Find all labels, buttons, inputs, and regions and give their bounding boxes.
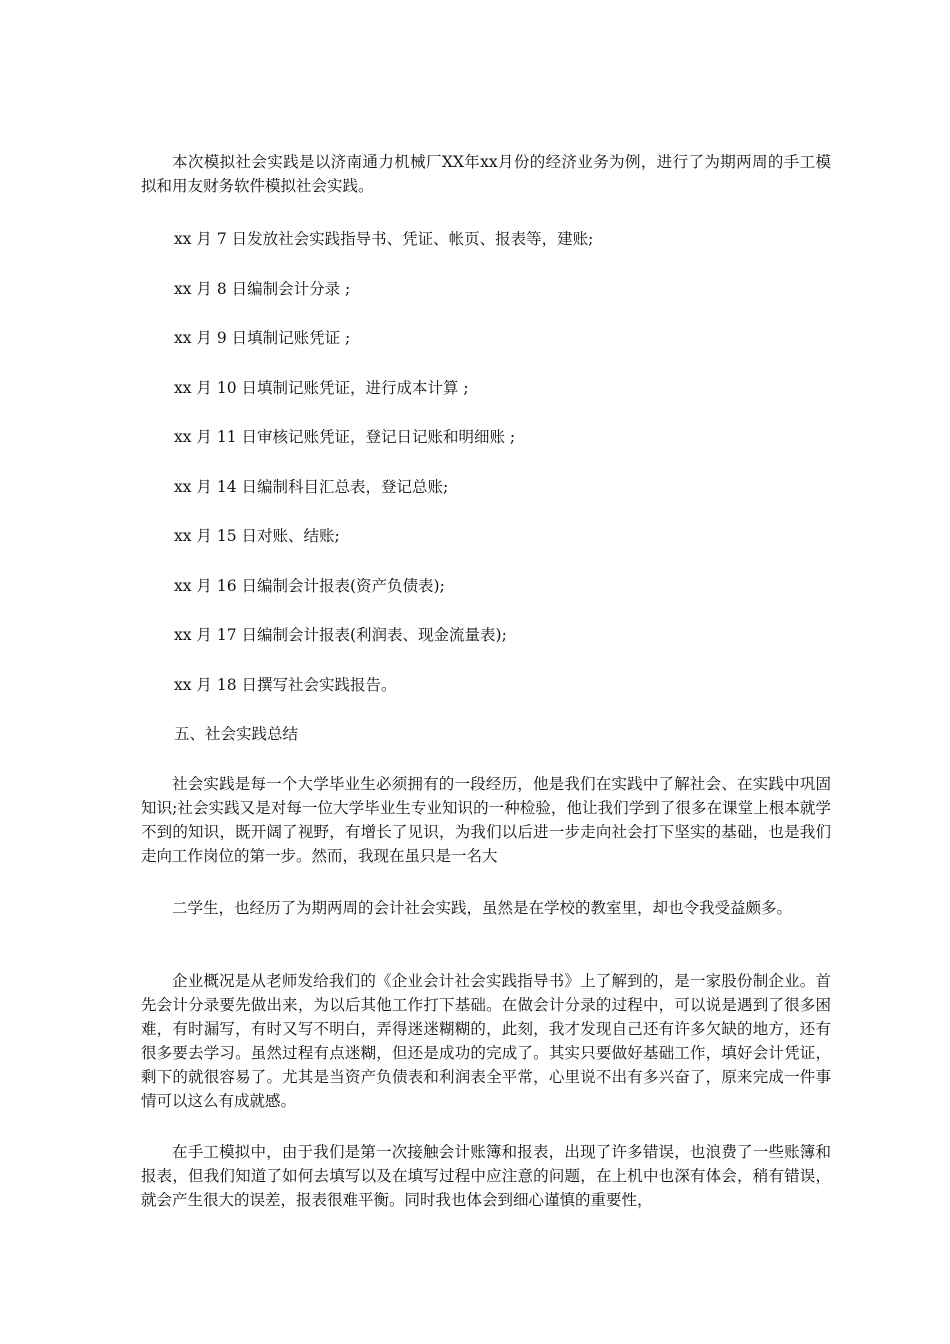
schedule-item: xx 月 10 日填制记账凭证，进行成本计算 ; [174,379,469,397]
section-heading: 五、社会实践总结 [174,725,299,743]
intro-paragraph: 本次模拟社会实践是以济南通力机械厂XX年xx月份的经济业务为例，进行了为期两周的手工模拟和用友财务软件模拟社会实践。 [141,153,831,195]
summary-paragraph: 企业概况是从老师发给我们的《企业会计社会实践指导书》上了解到的，是一家股份制企业。首先会计分录要先做出来，为以后其他工作打下基础。在做会计分录的过程中，可以说是遇到了很多困难，有时漏写，有时又写不明白，弄得迷迷糊糊的，此刻，我才发现自己还有许多欠缺的地方，还有很多要去学习。虽然过程有点迷糊，但还是成功的完成了。其实只要做好基础工作，填好会计凭证，剩下的就很容易了。尤其是当资产负债表和利润表全平常，心里说不出有多兴奋了，原来完成一件事情可以这么有成就感。 [141,972,831,1110]
schedule-item: xx 月 8 日编制会计分录 ; [174,280,351,298]
summary-paragraph: 在手工模拟中，由于我们是第一次接触会计账簿和报表，出现了许多错误，也浪费了一些账簿和报表，但我们知道了如何去填写以及在填写过程中应注意的问题，在上机中也深有体会，稍有错误，就会产生很大的误差，报表很难平衡。同时我也体会到细心谨慎的重要性， [141,1143,831,1209]
schedule-item: xx 月 7 日发放社会实践指导书、凭证、帐页、报表等，建账; [174,230,594,248]
schedule-item: xx 月 11 日审核记账凭证，登记日记账和明细账 ; [174,428,516,446]
schedule-item: xx 月 17 日编制会计报表(利润表、现金流量表); [174,626,507,644]
schedule-item: xx 月 9 日填制记账凭证 ; [174,329,351,347]
schedule-item: xx 月 15 日对账、结账; [174,527,340,545]
schedule-item: xx 月 16 日编制会计报表(资产负债表); [174,577,445,595]
schedule-item: xx 月 18 日撰写社会实践报告。 [174,676,397,694]
summary-paragraph: 二学生，也经历了为期两周的会计社会实践，虽然是在学校的教室里，却也令我受益颇多。 [172,899,793,917]
summary-paragraph: 社会实践是每一个大学毕业生必须拥有的一段经历，他是我们在实践中了解社会、在实践中巩固知识;社会实践又是对每一位大学毕业生专业知识的一种检验，他让我们学到了很多在课堂上根本就学不到的知识，既开阔了视野，有增长了见识，为我们以后进一步走向社会打下坚实的基础，也是我们走向工作岗位的第一步。然而，我现在虽只是一名大 [141,775,831,865]
schedule-item: xx 月 14 日编制科目汇总表，登记总账; [174,478,449,496]
